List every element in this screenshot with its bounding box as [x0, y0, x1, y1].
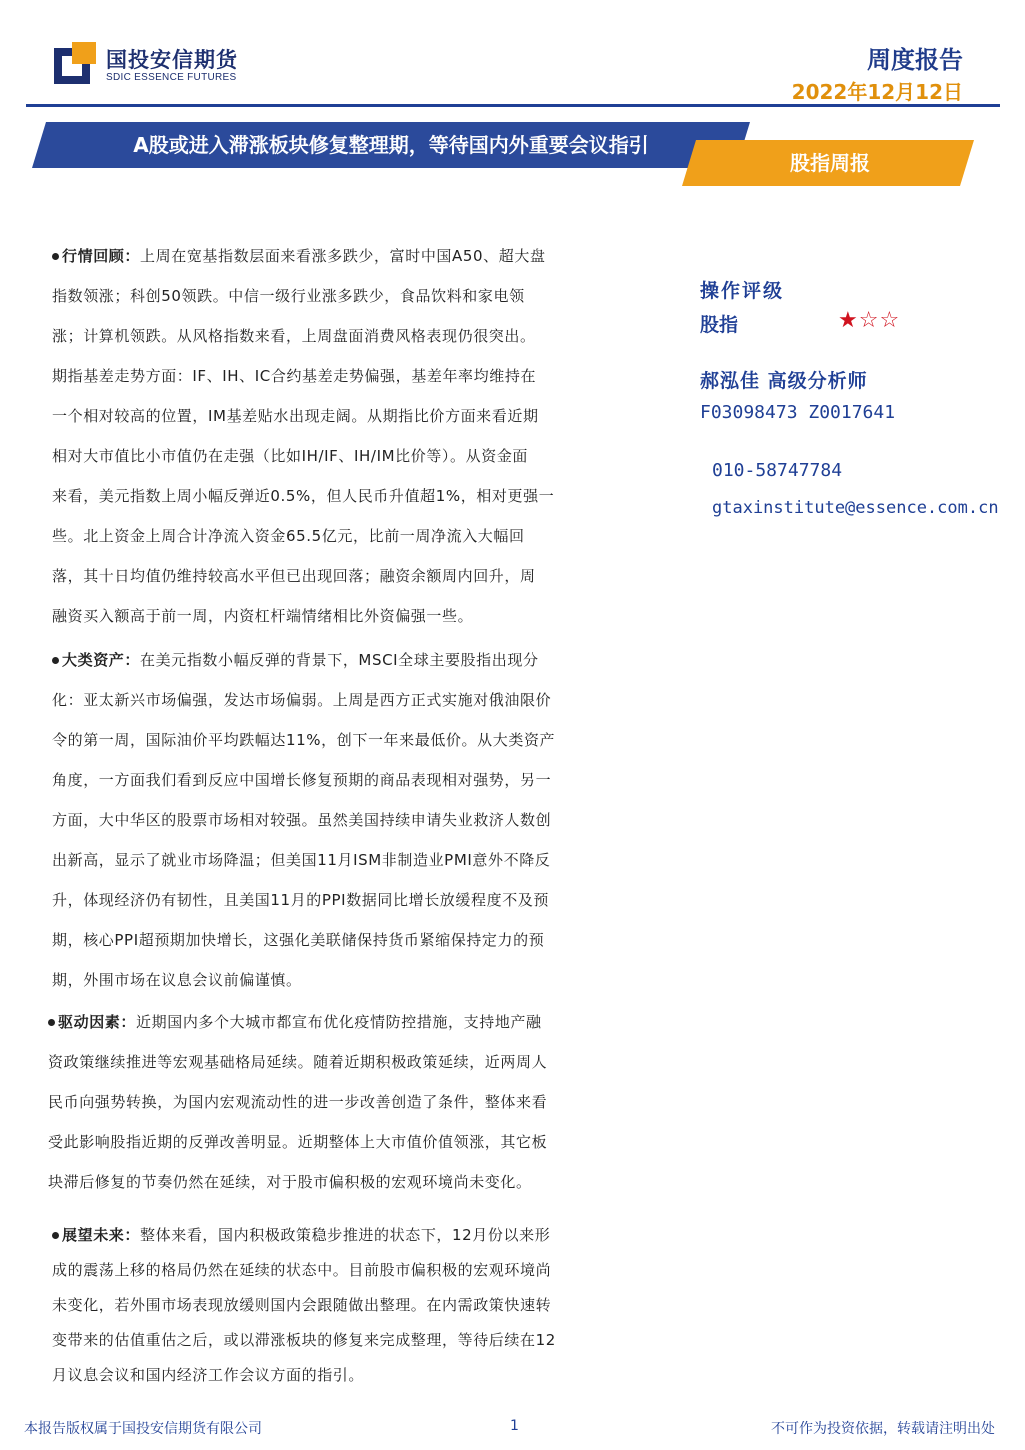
- paragraph-line: 块滞后修复的节奏仍然在延续，对于股市偏积极的宏观环境尚未变化。: [48, 1173, 532, 1191]
- paragraph-line: 升，体现经济仍有韧性，且美国11月的PPI数据同比增长放缓程度不及预: [52, 891, 550, 909]
- logo-mark-icon: [52, 40, 98, 86]
- section-outlook: [52, 1218, 556, 1393]
- paragraph-line: 资政策继续推进等宏观基础格局延续。随着近期积极政策延续，近两周人: [48, 1053, 548, 1071]
- logo-company-name: 国投安信期货: [106, 48, 238, 72]
- paragraph-line: 期，外围市场在议息会议前偏谨慎。: [52, 971, 302, 989]
- analyst-certificates: F03098473 Z0017641: [700, 402, 896, 423]
- paragraph-line: 月议息会议和国内经济工作会议方面的指引。: [52, 1366, 365, 1384]
- contact-phone: 010-58747784: [712, 460, 843, 481]
- bullet-icon: [52, 657, 59, 664]
- paragraph-line: 化：亚太新兴市场偏强，发达市场偏弱。上周是西方正式实施对俄油限价: [52, 691, 552, 709]
- paragraph-line: 未变化，若外围市场表现放缓则国内会跟随做出整理。在内需政策快速转: [52, 1296, 552, 1314]
- paragraph-line: 指数领涨；科创50领跌。中信一级行业涨多跌少，食品饮料和家电领: [52, 287, 525, 305]
- report-type: 周度报告: [867, 46, 963, 74]
- paragraph-line: 来看，美元指数上周小幅反弹近0.5%，但人民币升值超1%，相对更强一: [52, 487, 555, 505]
- paragraph-line: 些。北上资金上周合计净流入资金65.5亿元，比前一周净流入大幅回: [52, 527, 525, 545]
- paragraph-line: 出新高，显示了就业市场降温；但美国11月ISM非制造业PMI意外不降反: [52, 851, 551, 869]
- section-heading: 行情回顾：: [62, 247, 141, 265]
- paragraph-line: 变带来的估值重估之后，或以滞涨板块的修复来完成整理，等待后续在12: [52, 1331, 556, 1349]
- paragraph-line: 期，核心PPI超预期加快增长，这强化美联储保持货币紧缩保持定力的预: [52, 931, 545, 949]
- paragraph-line: 成的震荡上移的格局仍然在延续的状态中。目前股市偏积极的宏观环境尚: [52, 1261, 552, 1279]
- page-number: 1: [510, 1418, 519, 1434]
- report-title: A股或进入滞涨板块修复整理期，等待国内外重要会议指引: [133, 133, 649, 157]
- bullet-icon: [52, 1232, 59, 1239]
- section-heading: 驱动因素：: [58, 1013, 137, 1031]
- report-date: 2022年12月12日: [791, 80, 963, 104]
- paragraph-line: 大类资产：在美元指数小幅反弹的背景下，MSCI全球主要股指出现分: [52, 640, 555, 680]
- paragraph-line: 一个相对较高的位置，IM基差贴水出现走阔。从期指比价方面来看近期: [52, 407, 539, 425]
- company-logo: [52, 40, 292, 88]
- analyst-name: 郝泓佳 高级分析师: [700, 370, 868, 392]
- section-market-review: [52, 236, 554, 636]
- header-divider: [26, 104, 1000, 107]
- logo-company-name-en: SDIC ESSENCE FUTURES: [106, 72, 237, 83]
- section-heading: 展望未来：: [62, 1226, 141, 1244]
- rating-label: 股指: [700, 314, 739, 336]
- paragraph-line: 方面，大中华区的股票市场相对较强。虽然美国持续申请失业救济人数创: [52, 811, 552, 829]
- section-major-assets: [52, 640, 555, 1000]
- paragraph-line: 角度，一方面我们看到反应中国增长修复预期的商品表现相对强势，另一: [52, 771, 552, 789]
- paragraph-line: 驱动因素：近期国内多个大城市都宣布优化疫情防控措施，支持地产融: [48, 1002, 547, 1042]
- paragraph-line: 展望未来：整体来看，国内积极政策稳步推进的状态下，12月份以来形: [52, 1218, 556, 1253]
- section-heading: 大类资产：: [62, 651, 141, 669]
- paragraph-line: 相对大市值比小市值仍在走强（比如IH/IF、IH/IM比价等）。从资金面: [52, 447, 529, 465]
- rating-stars-icon: ★☆☆: [838, 308, 901, 333]
- paragraph-line: 落，其十日均值仍维持较高水平但已出现回落；融资余额周内回升，周: [52, 567, 536, 585]
- rating-title: 操作评级: [700, 280, 785, 302]
- section-drivers: [48, 1002, 547, 1202]
- bullet-icon: [48, 1019, 55, 1026]
- footer-disclaimer: 不可作为投资依据，转载请注明出处: [771, 1421, 995, 1437]
- paragraph-line: 行情回顾：上周在宽基指数层面来看涨多跌少，富时中国A50、超大盘: [52, 236, 554, 276]
- paragraph-line: 民币向强势转换，为国内宏观流动性的进一步改善创造了条件，整体来看: [48, 1093, 548, 1111]
- bullet-icon: [52, 253, 59, 260]
- paragraph-line: 涨；计算机领跌。从风格指数来看，上周盘面消费风格表现仍很突出。: [52, 327, 536, 345]
- paragraph-line: 令的第一周，国际油价平均跌幅达11%，创下一年来最低价。从大类资产: [52, 731, 556, 749]
- report-category: 股指周报: [790, 151, 870, 175]
- footer-copyright: 本报告版权属于国投安信期货有限公司: [24, 1421, 262, 1437]
- paragraph-line: 受此影响股指近期的反弹改善明显。近期整体上大市值价值领涨，其它板: [48, 1133, 548, 1151]
- paragraph-line: 期指基差走势方面：IF、IH、IC合约基差走势偏强，基差年率均维持在: [52, 367, 537, 385]
- contact-email[interactable]: gtaxinstitute@essence.com.cn: [712, 498, 999, 518]
- paragraph-line: 融资买入额高于前一周，内资杠杆端情绪相比外资偏强一些。: [52, 607, 474, 625]
